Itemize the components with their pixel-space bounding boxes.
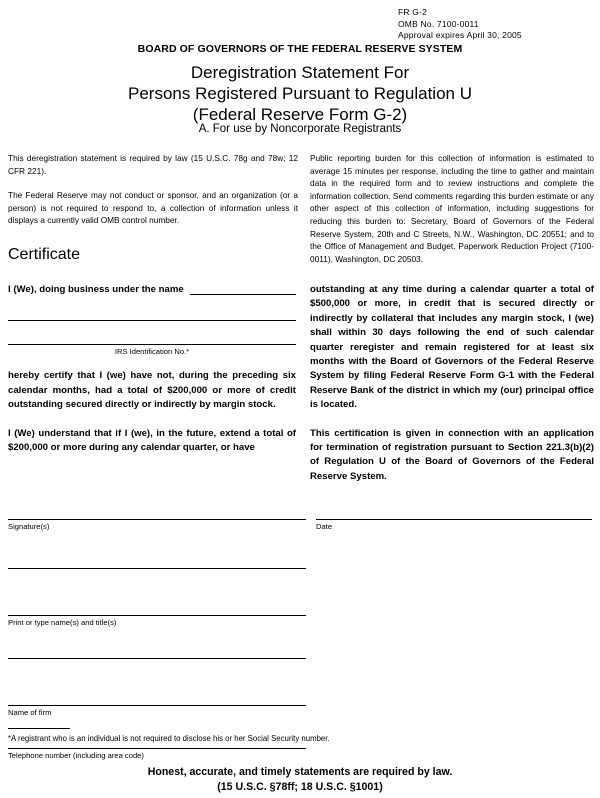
- certificate-heading: Certificate: [8, 246, 81, 263]
- print-name-extra-space: [8, 628, 592, 658]
- footer-line-1: Honest, accurate, and timely statements are required by law.: [147, 766, 453, 778]
- signature-write-space: [8, 532, 592, 568]
- public-reporting-burden-notice: [310, 152, 594, 265]
- date-field[interactable]: [316, 519, 592, 532]
- public-reporting-burden-paragraph: Public reporting burden for this collection of information is estimated to average 15 minutes per response, including the time to gather and maintain data in the required form and to review instructions and complete the information collection. Send comments regarding this burden estimate or any other aspect of this collection of information, including suggestions for reducing this burden to: Secretary, Board of Governors of the Federal Reserve System, 20th and C Streets, N.W., Washington, DC 20551; and to the Office of Management and Budget, Paperwork Reduction Project (7100-0011), Washington, DC 20503.: [310, 153, 594, 264]
- print-name-write-space: [8, 569, 592, 615]
- footer-line-2: (15 U.S.C. §78ff; 18 U.S.C. §1001): [217, 781, 383, 793]
- irs-identification-input[interactable]: [8, 321, 296, 345]
- business-name-lead-line: [8, 283, 296, 297]
- date-label: Date: [316, 522, 333, 531]
- form-number: FR G-2: [398, 7, 428, 17]
- certificate-right-column: [310, 283, 594, 484]
- form-title-line-3: (Federal Reserve Form G-2): [192, 105, 408, 124]
- certificate-left-column: [8, 283, 296, 455]
- telephone-label: Telephone number (including area code): [8, 751, 144, 760]
- certify-paragraph: hereby certify that I (we) have not, during the preceding six calendar months, had a total of $200,000 or more of credit outstanding secured directly or indirectly by margin stock.: [8, 370, 296, 411]
- footnote-divider: [8, 728, 70, 729]
- legal-authority-notice: [8, 152, 298, 239]
- business-name-input-1[interactable]: [190, 283, 296, 295]
- firm-write-space: [8, 659, 592, 705]
- form-identification-block: [398, 7, 522, 42]
- signature-field[interactable]: [8, 519, 306, 532]
- form-subtitle: A. For use by Noncorporate Registrants: [198, 123, 402, 135]
- outstanding-credit-paragraph: outstanding at any time during a calendar quarter a total of $500,000 or more, in credit that is secured directly or indirectly by collateral that includes any margin stock, I (we) shall within 30 days following the end of such calendar quarter reregister and remain registered for at least six months with the Board of Governors of the Federal Reserve System by filing Federal Reserve Form G-1 with the Federal Reserve Bank of the district in which my (our) principal office is located.: [310, 284, 594, 411]
- signature-date-rule-row: [8, 519, 592, 532]
- omb-approval-expiry: Approval expires April 30, 2005: [398, 30, 522, 40]
- omb-number: OMB No. 7100-0011: [398, 18, 479, 29]
- column-gap: [306, 519, 316, 532]
- form-title-line-2: Persons Registered Pursuant to Regulation U: [128, 84, 472, 103]
- termination-application-paragraph: This certification is given in connection with an application for termination of registration pursuant to Section 221.3(b)(2) of Regulation U of the Board of Governors of the Federal Reserve System.: [310, 427, 594, 482]
- omb-control-notice-paragraph: The Federal Reserve may not conduct or sponsor, and an organization (or a person) is not required to respond to, a collection of information unless it displays a currently valid OMB control number.: [8, 190, 298, 226]
- business-name-lead-text: I (We), doing business under the name: [8, 284, 184, 295]
- agency-name: BOARD OF GOVERNORS OF THE FEDERAL RESERVE SYSTEM: [137, 43, 463, 55]
- legal-authority-paragraph: This deregistration statement is required by law (15 U.S.C. 78g and 78w; 12 CFR 221).: [8, 153, 298, 176]
- understand-paragraph: I (We) understand that if I (we), in the future, extend a total of $200,000 or more during any calendar quarter, or have: [8, 427, 296, 454]
- signature-label: Signature(s): [8, 522, 50, 531]
- certificate-right-text: [310, 283, 594, 484]
- form-title-line-1: Deregistration Statement For: [190, 63, 410, 82]
- firm-label: Name of firm: [8, 708, 52, 717]
- print-name-label: Print or type name(s) and title(s): [8, 618, 117, 627]
- business-name-input-2[interactable]: [8, 297, 296, 321]
- certificate-left-text: [8, 369, 296, 455]
- form-title: [0, 62, 600, 125]
- signature-block: [8, 519, 592, 761]
- footer-statement: [0, 765, 600, 795]
- footnote-text: *A registrant who is an individual is not required to disclose his or her Social Security number.: [8, 734, 330, 743]
- irs-identification-caption: IRS Identification No.*: [114, 347, 190, 357]
